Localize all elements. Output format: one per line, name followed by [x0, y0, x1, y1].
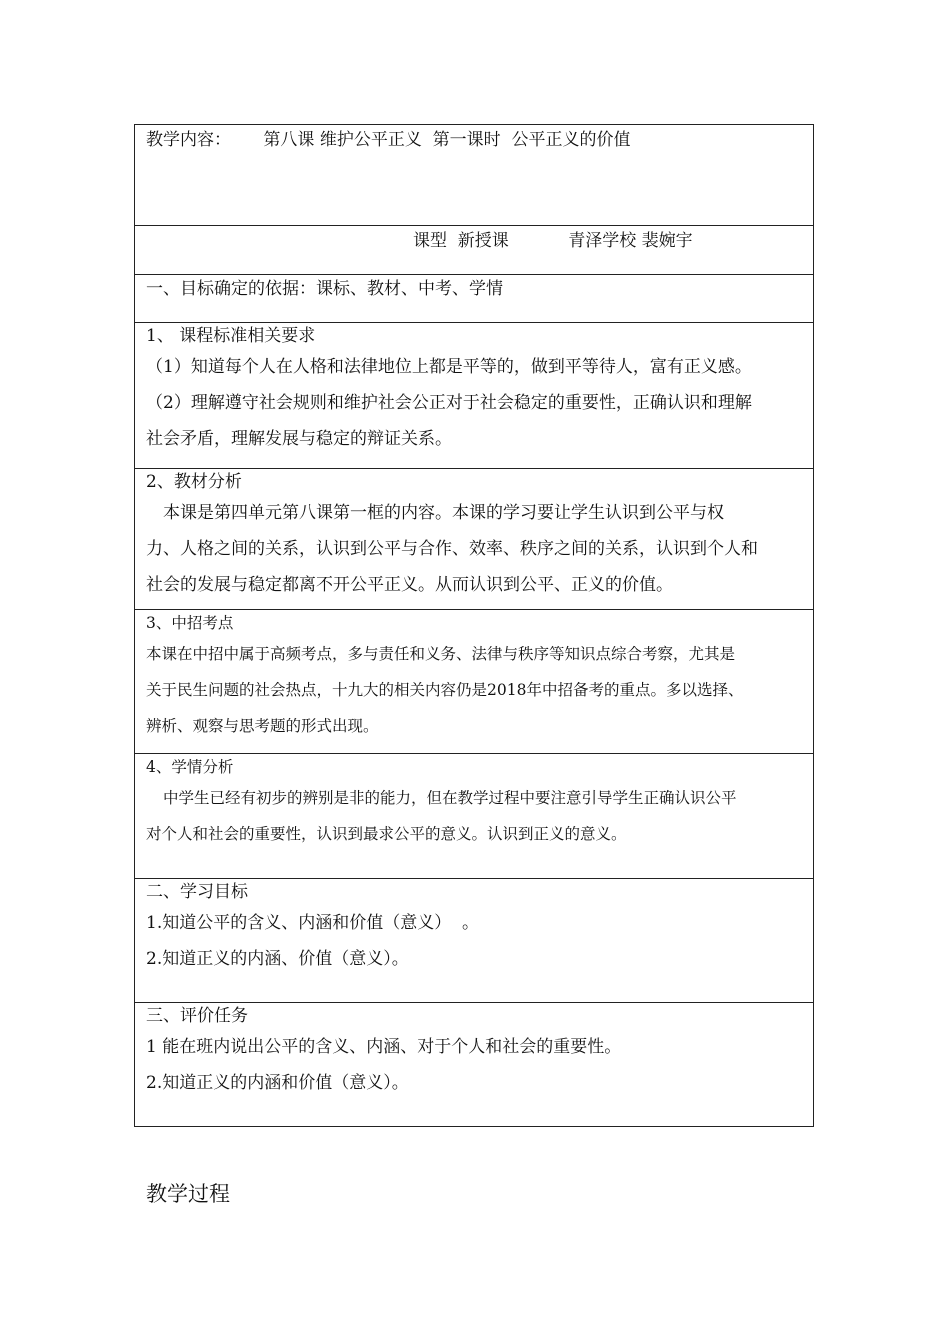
lesson-info-row — [135, 225, 813, 274]
curriculum-line: 社会矛盾，理解发展与稳定的辩证关系。 — [146, 429, 452, 449]
goals-line: 2.知道正义的内涵、价值（意义）。 — [146, 949, 409, 969]
textbook-line: 本课是第四单元第八课第一框的内容。本课的学习要让学生认识到公平与权 — [163, 503, 724, 523]
exam-title: 3、中招考点 — [146, 614, 234, 632]
learner-title: 4、学情分析 — [146, 758, 234, 776]
curriculum-row — [135, 322, 813, 468]
learner-row — [135, 753, 813, 878]
learner-line: 中学生已经有初步的辨别是非的能力，但在教学过程中要注意引导学生正确认识公平 — [163, 789, 737, 807]
teaching-content: 教学内容： 第八课 维护公平正义 第一课时 公平正义的价值 — [146, 130, 631, 150]
learner-line: 对个人和社会的重要性，认识到最求公平的意义。认识到正义的意义。 — [146, 825, 627, 843]
evaluation-line: 2.知道正义的内涵和价值（意义）。 — [146, 1073, 409, 1093]
section1-row — [135, 274, 813, 322]
exam-line: 本课在中招中属于高频考点，多与责任和义务、法律与秩序等知识点综合考察，尤其是 — [146, 645, 736, 663]
textbook-title: 2、教材分析 — [146, 472, 242, 492]
goals-line: 1.知道公平的含义、内涵和价值（意义） 。 — [146, 913, 480, 933]
evaluation-line: 1 能在班内说出公平的含义、内涵、对于个人和社会的重要性。 — [146, 1037, 622, 1057]
exam-line: 关于民生问题的社会热点，十九大的相关内容仍是2018年中招备考的重点。多以选择、 — [146, 681, 744, 699]
lesson-info: 课型 新授课 青泽学校 裴婉宇 — [413, 231, 693, 251]
textbook-line: 社会的发展与稳定都离不开公平正义。从而认识到公平、正义的价值。 — [146, 575, 673, 595]
goals-row — [135, 878, 813, 1002]
teaching-content-row — [135, 125, 813, 225]
textbook-line: 力、人格之间的关系，认识到公平与合作、效率、秩序之间的关系，认识到个人和 — [146, 539, 758, 559]
curriculum-line: （2）理解遵守社会规则和维护社会公正对于社会稳定的重要性，正确认识和理解 — [146, 393, 752, 413]
lesson-plan-table — [134, 124, 814, 1127]
textbook-row — [135, 468, 813, 609]
curriculum-line: （1）知道每个人在人格和法律地位上都是平等的，做到平等待人，富有正义感。 — [146, 357, 752, 377]
goals-title: 二、学习目标 — [146, 882, 248, 902]
section1-title: 一、目标确定的依据：课标、教材、中考、学情 — [146, 279, 503, 299]
exam-line: 辨析、观察与思考题的形式出现。 — [146, 717, 379, 735]
evaluation-row — [135, 1002, 813, 1126]
curriculum-title: 1、 课程标准相关要求 — [146, 326, 316, 346]
exam-row — [135, 609, 813, 753]
evaluation-title: 三、评价任务 — [146, 1006, 248, 1026]
teaching-process-heading: 教学过程 — [146, 1182, 230, 1206]
